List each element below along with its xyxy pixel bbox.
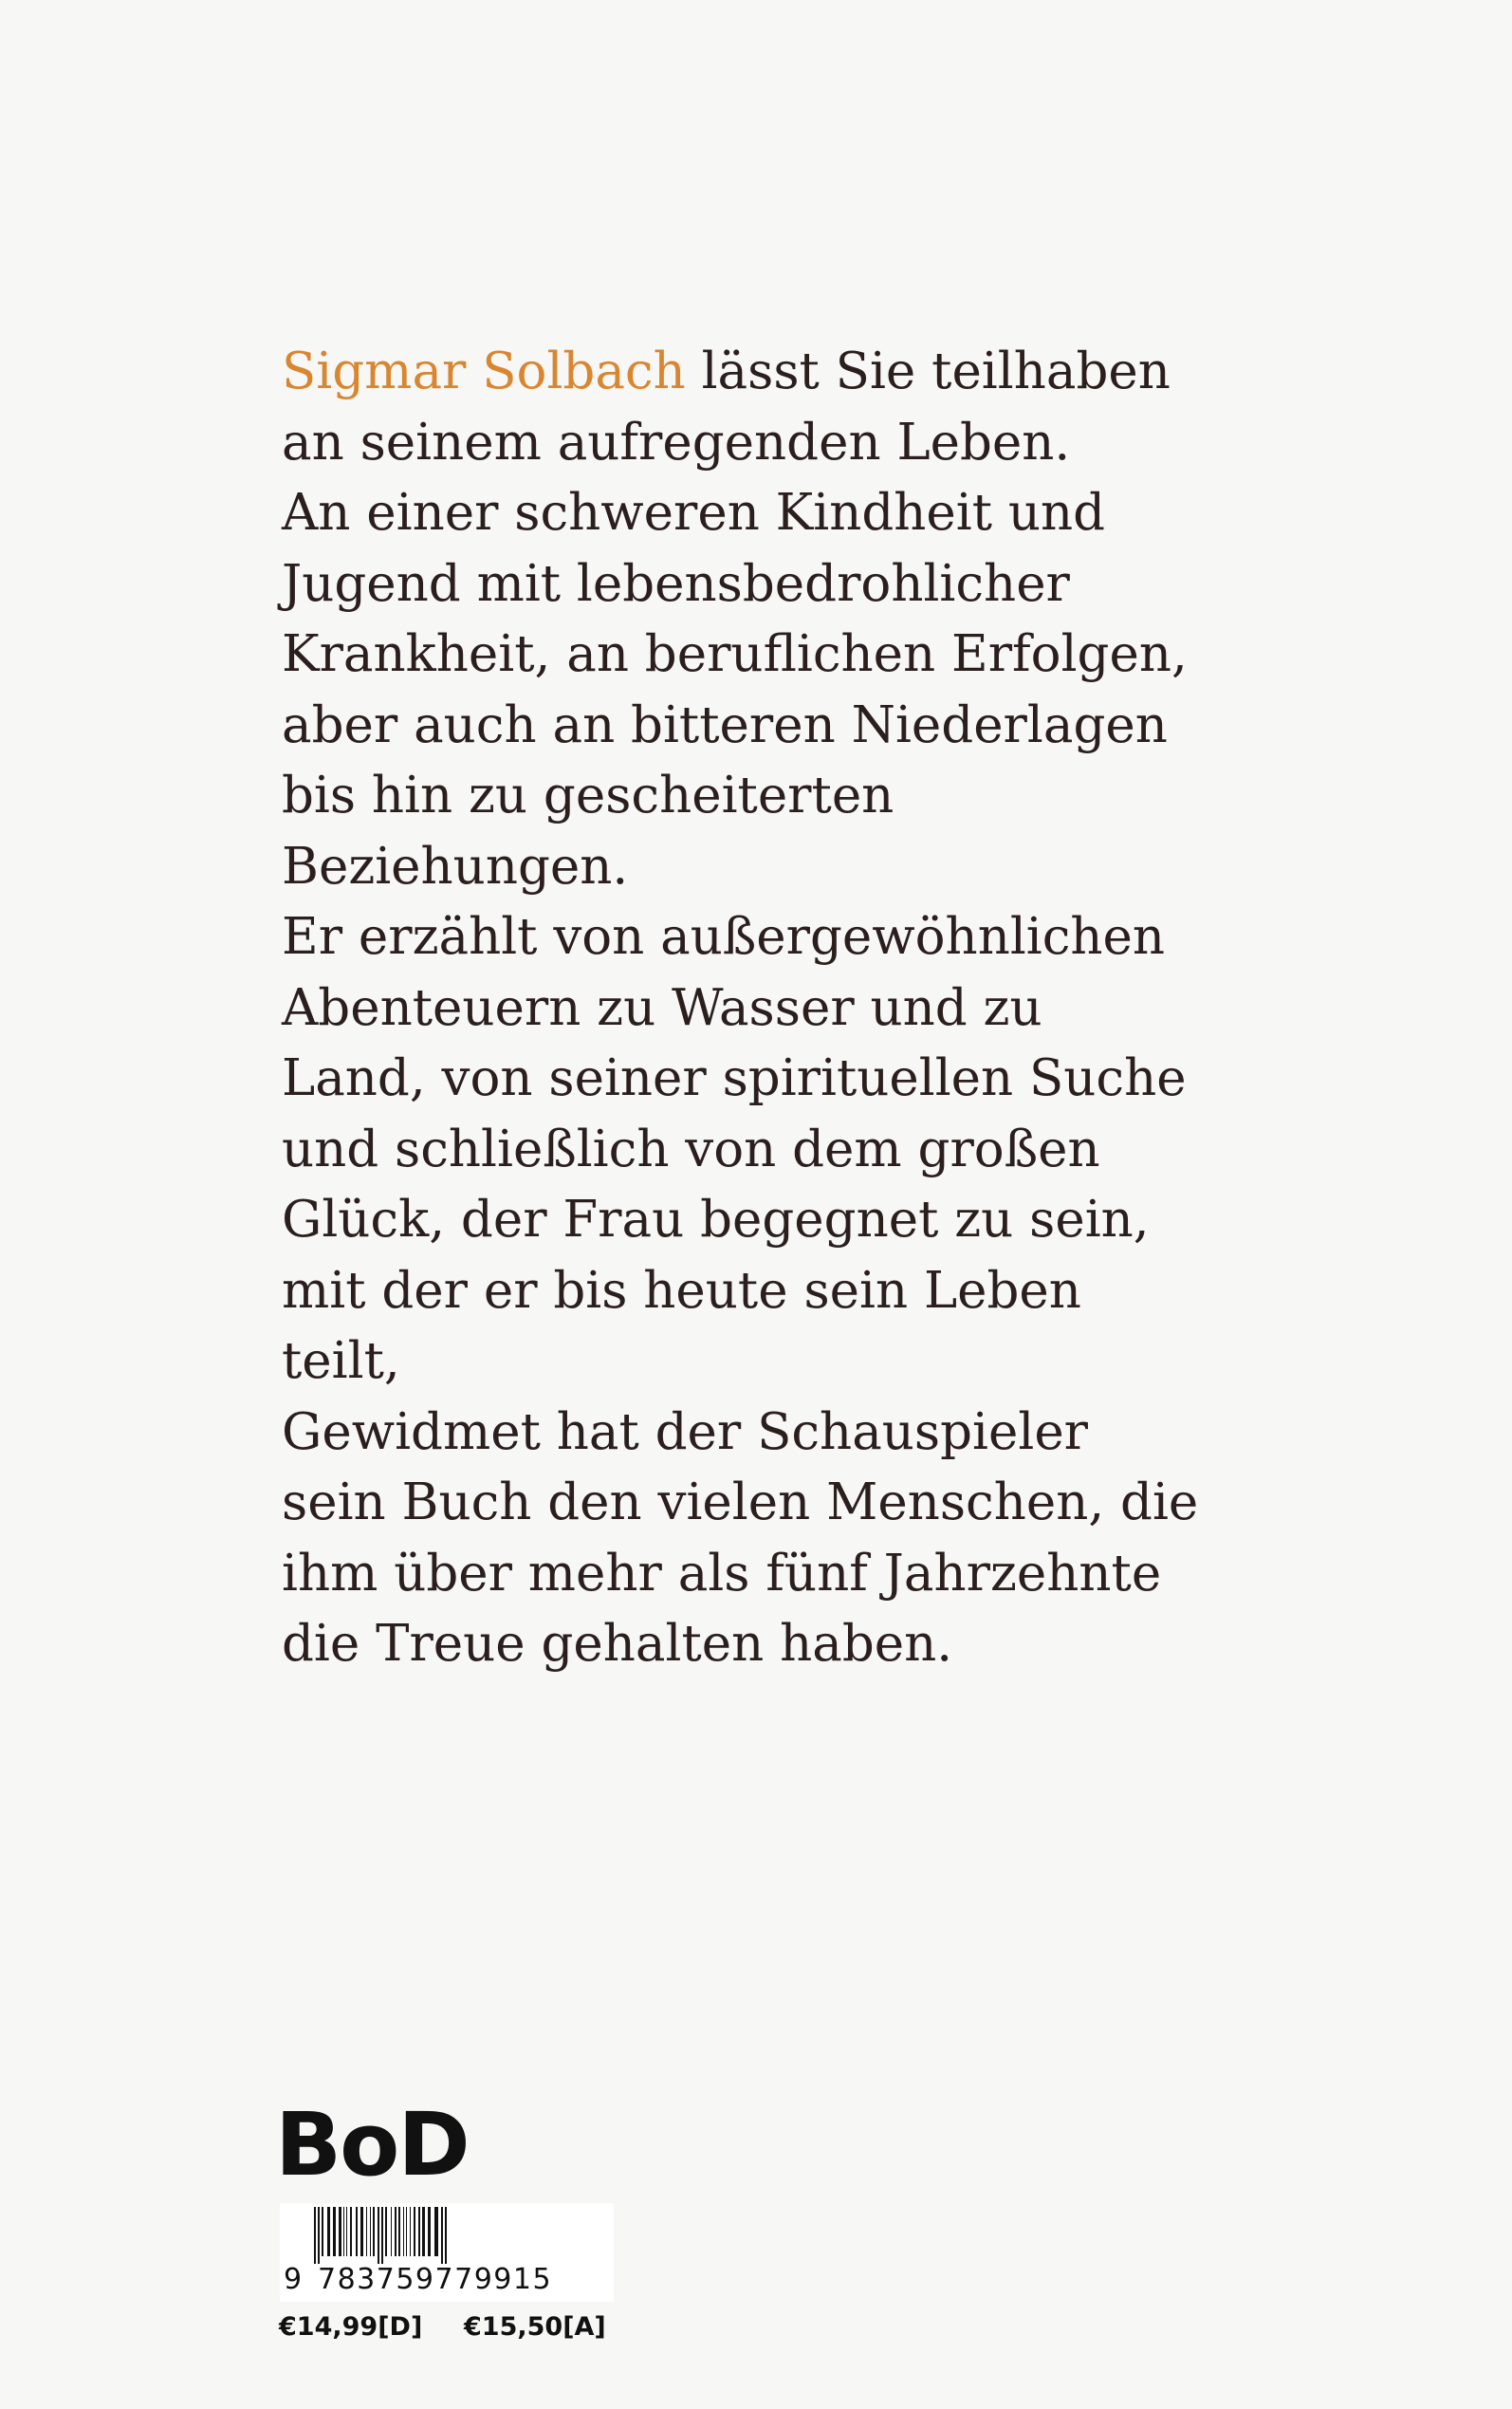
isbn-barcode: [280, 2203, 614, 2302]
blurb-line: aber auch an bitteren Niederlagen: [282, 695, 1168, 754]
blurb-line: Beziehungen.: [282, 837, 629, 896]
blurb-line: mit der er bis heute sein Leben: [282, 1261, 1081, 1320]
barcode-bar: [441, 2207, 443, 2264]
barcode-bar: [333, 2207, 336, 2256]
blurb-line: an seinem aufregenden Leben.: [282, 413, 1071, 472]
barcode-bar: [366, 2207, 367, 2256]
isbn-digits: 783759779915: [318, 2263, 553, 2296]
blurb-line: Jugend mit lebensbedrohlicher: [282, 554, 1070, 613]
blurb-line: Krankheit, an beruflichen Erfolgen,: [282, 625, 1188, 683]
isbn-lead-digit: 9: [284, 2263, 303, 2296]
barcode-bar: [343, 2207, 344, 2256]
blurb-line: Gewidmet hat der Schauspieler: [282, 1402, 1089, 1461]
barcode-bar: [395, 2207, 396, 2256]
blurb-line: Land, von seiner spirituellen Suche: [282, 1049, 1187, 1107]
blurb-line: sein Buch den vielen Menschen, die: [282, 1473, 1199, 1531]
price-germany: €14,99[D]: [279, 2312, 423, 2342]
barcode-bar: [398, 2207, 400, 2256]
author-name: Sigmar Solbach: [282, 343, 686, 400]
blurb-line-1-rest: lässt Sie teilhaben: [685, 343, 1171, 400]
barcode-bar: [314, 2207, 316, 2264]
barcode-bar: [406, 2207, 407, 2256]
blurb-line: und schließlich von dem großen: [282, 1120, 1100, 1178]
barcode-bar: [428, 2207, 431, 2256]
barcode-bar: [356, 2207, 358, 2256]
barcode-bar: [410, 2207, 411, 2256]
blurb-line: [282, 337, 1287, 408]
barcode-bar: [403, 2207, 404, 2256]
barcode-bar: [445, 2207, 447, 2264]
barcode-bar: [391, 2207, 392, 2256]
barcode-bar: [378, 2207, 379, 2264]
barcode-bar: [385, 2207, 387, 2256]
blurb-line: die Treue gehalten haben.: [282, 1615, 953, 1673]
barcode-bar: [370, 2207, 371, 2256]
barcode-bar: [414, 2207, 415, 2256]
blurb-line: An einer schweren Kindheit und: [282, 484, 1106, 542]
barcode-bars: [280, 2203, 614, 2264]
barcode-bar: [346, 2207, 347, 2256]
barcode-bar: [373, 2207, 375, 2256]
blurb-line: Abenteuern zu Wasser und zu: [282, 978, 1042, 1037]
barcode-bar: [350, 2207, 352, 2256]
barcode-bar: [327, 2207, 330, 2256]
barcode-bar: [318, 2207, 320, 2264]
barcode-bar: [339, 2207, 341, 2256]
barcode-bar: [322, 2207, 323, 2256]
blurb-line: bis hin zu gescheiterten: [282, 767, 894, 825]
barcode-bar: [360, 2207, 363, 2256]
barcode-bar: [422, 2207, 425, 2256]
barcode-bar: [418, 2207, 420, 2256]
blurb-line: teilt,: [282, 1332, 400, 1390]
back-cover-blurb: [282, 337, 1287, 1680]
blurb-line: Glück, der Frau begegnet zu sein,: [282, 1191, 1150, 1249]
publisher-logo: BoD: [275, 2094, 469, 2196]
barcode-bar: [434, 2207, 438, 2256]
blurb-line: ihm über mehr als fünf Jahrzehnte: [282, 1544, 1162, 1603]
barcode-bar: [381, 2207, 383, 2264]
price-austria: €15,50[A]: [464, 2312, 606, 2342]
blurb-line: Er erzählt von außergewöhnlichen: [282, 908, 1166, 966]
